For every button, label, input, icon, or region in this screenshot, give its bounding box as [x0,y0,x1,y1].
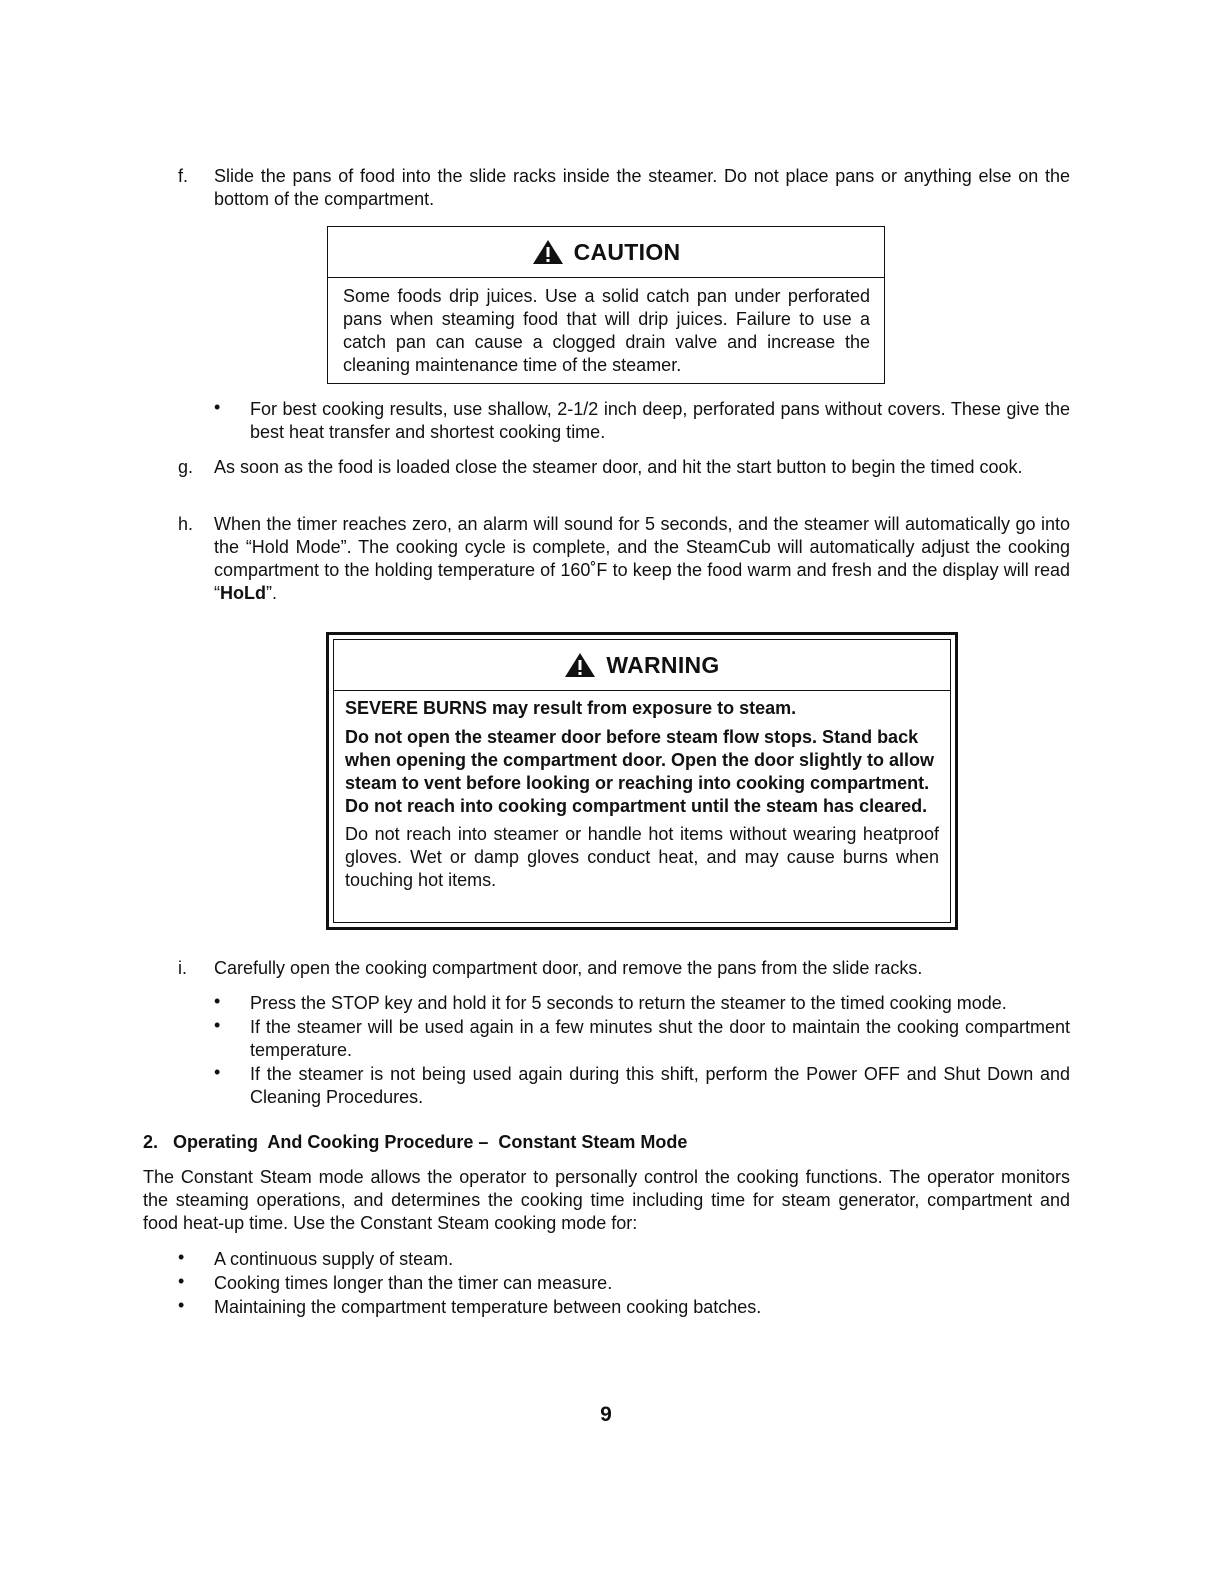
list-item-text: For best cooking results, use shallow, 2-1/2 inch deep, perforated pans without covers. These give the best heat transfer and shortest cooking time. [250,399,1070,442]
warning-box [326,632,958,930]
caution-title: CAUTION [573,238,681,265]
section-intro: The Constant Steam mode allows the operator to personally control the cooking functions. The operator monitors the steaming operations, and determines the cooking time including time for steam generator, compartment and food heat-up time. Use the Constant Steam cooking mode for: [143,1167,1070,1233]
step-text: Carefully open the cooking compartment door, and remove the pans from the slide racks. [214,958,923,978]
list-item-text: A continuous supply of steam. [214,1249,454,1269]
list-item-text: Press the STOP key and hold it for 5 seconds to return the steamer to the timed cooking mode. [250,993,1007,1013]
bullet-dot: • [214,397,221,417]
list-item-text: Maintaining the compartment temperature between cooking batches. [214,1297,762,1317]
section-heading: 2. Operating And Cooking Procedure – Constant Steam Mode [143,1132,688,1152]
display-text: HoLd [220,583,266,603]
warning-triangle-icon [564,652,596,678]
list-item-text: If the steamer is not being used again during this shift, perform the Power OFF and Shut Down and Cleaning Procedures. [250,1064,1070,1107]
warning-title: WARNING [606,651,720,678]
warning-line-2: Do not open the steamer door before steam flow stops. Stand back when opening the compartment door. Open the door slightly to allow steam to vent before looking or reaching into cooking compartment. Do not reach into cooking compartment until the steam has cleared. [345,727,935,816]
step-text [214,513,1070,605]
step-label: g. [178,457,194,477]
bullet-dot: • [214,1015,221,1035]
page-number: 9 [600,1403,612,1426]
step-text: Slide the pans of food into the slide racks inside the steamer. Do not place pans or anything else on the bottom of the compartment. [214,166,1070,209]
step-label: f. [178,166,189,186]
step-text-after: ”. [265,583,277,603]
warning-header [334,640,950,691]
warning-triangle-icon [532,239,564,265]
step-label: h. [178,514,194,534]
caution-body: Some foods drip juices. Use a solid catch pan under perforated pans when steaming food that will drip juices. Failure to use a catch pan can cause a clogged drain valve and increase the cleaning maintenance time of the steamer. [343,286,870,375]
step-text: As soon as the food is loaded close the steamer door, and hit the start button to begin the timed cook. [214,457,1023,477]
bullet-dot: • [178,1295,185,1315]
warning-line-1: SEVERE BURNS may result from exposure to steam. [345,698,797,718]
bullet-dot: • [214,1062,221,1082]
bullet-dot: • [178,1247,185,1267]
list-item-text: If the steamer will be used again in a few minutes shut the door to maintain the cooking compartment temperature. [250,1017,1070,1060]
bullet-dot: • [214,991,221,1011]
list-item-text: Cooking times longer than the timer can measure. [214,1273,613,1293]
caution-box [327,226,885,384]
caution-header [328,227,884,278]
step-label: i. [178,958,187,978]
warning-line-3: Do not reach into steamer or handle hot items without wearing heatproof gloves. Wet or damp gloves conduct heat, and may cause burns when touching hot items. [345,824,939,890]
bullet-dot: • [178,1271,185,1291]
step-text-before: When the timer reaches zero, an alarm will sound for 5 seconds, and the steamer will automatically go into the “Hold Mode”. The cooking cycle is complete, and the SteamCub will automatically adjust the cooking compartment to the holding temperature of 160˚F to keep the food warm and fresh and the display will read “ [214,514,1070,603]
